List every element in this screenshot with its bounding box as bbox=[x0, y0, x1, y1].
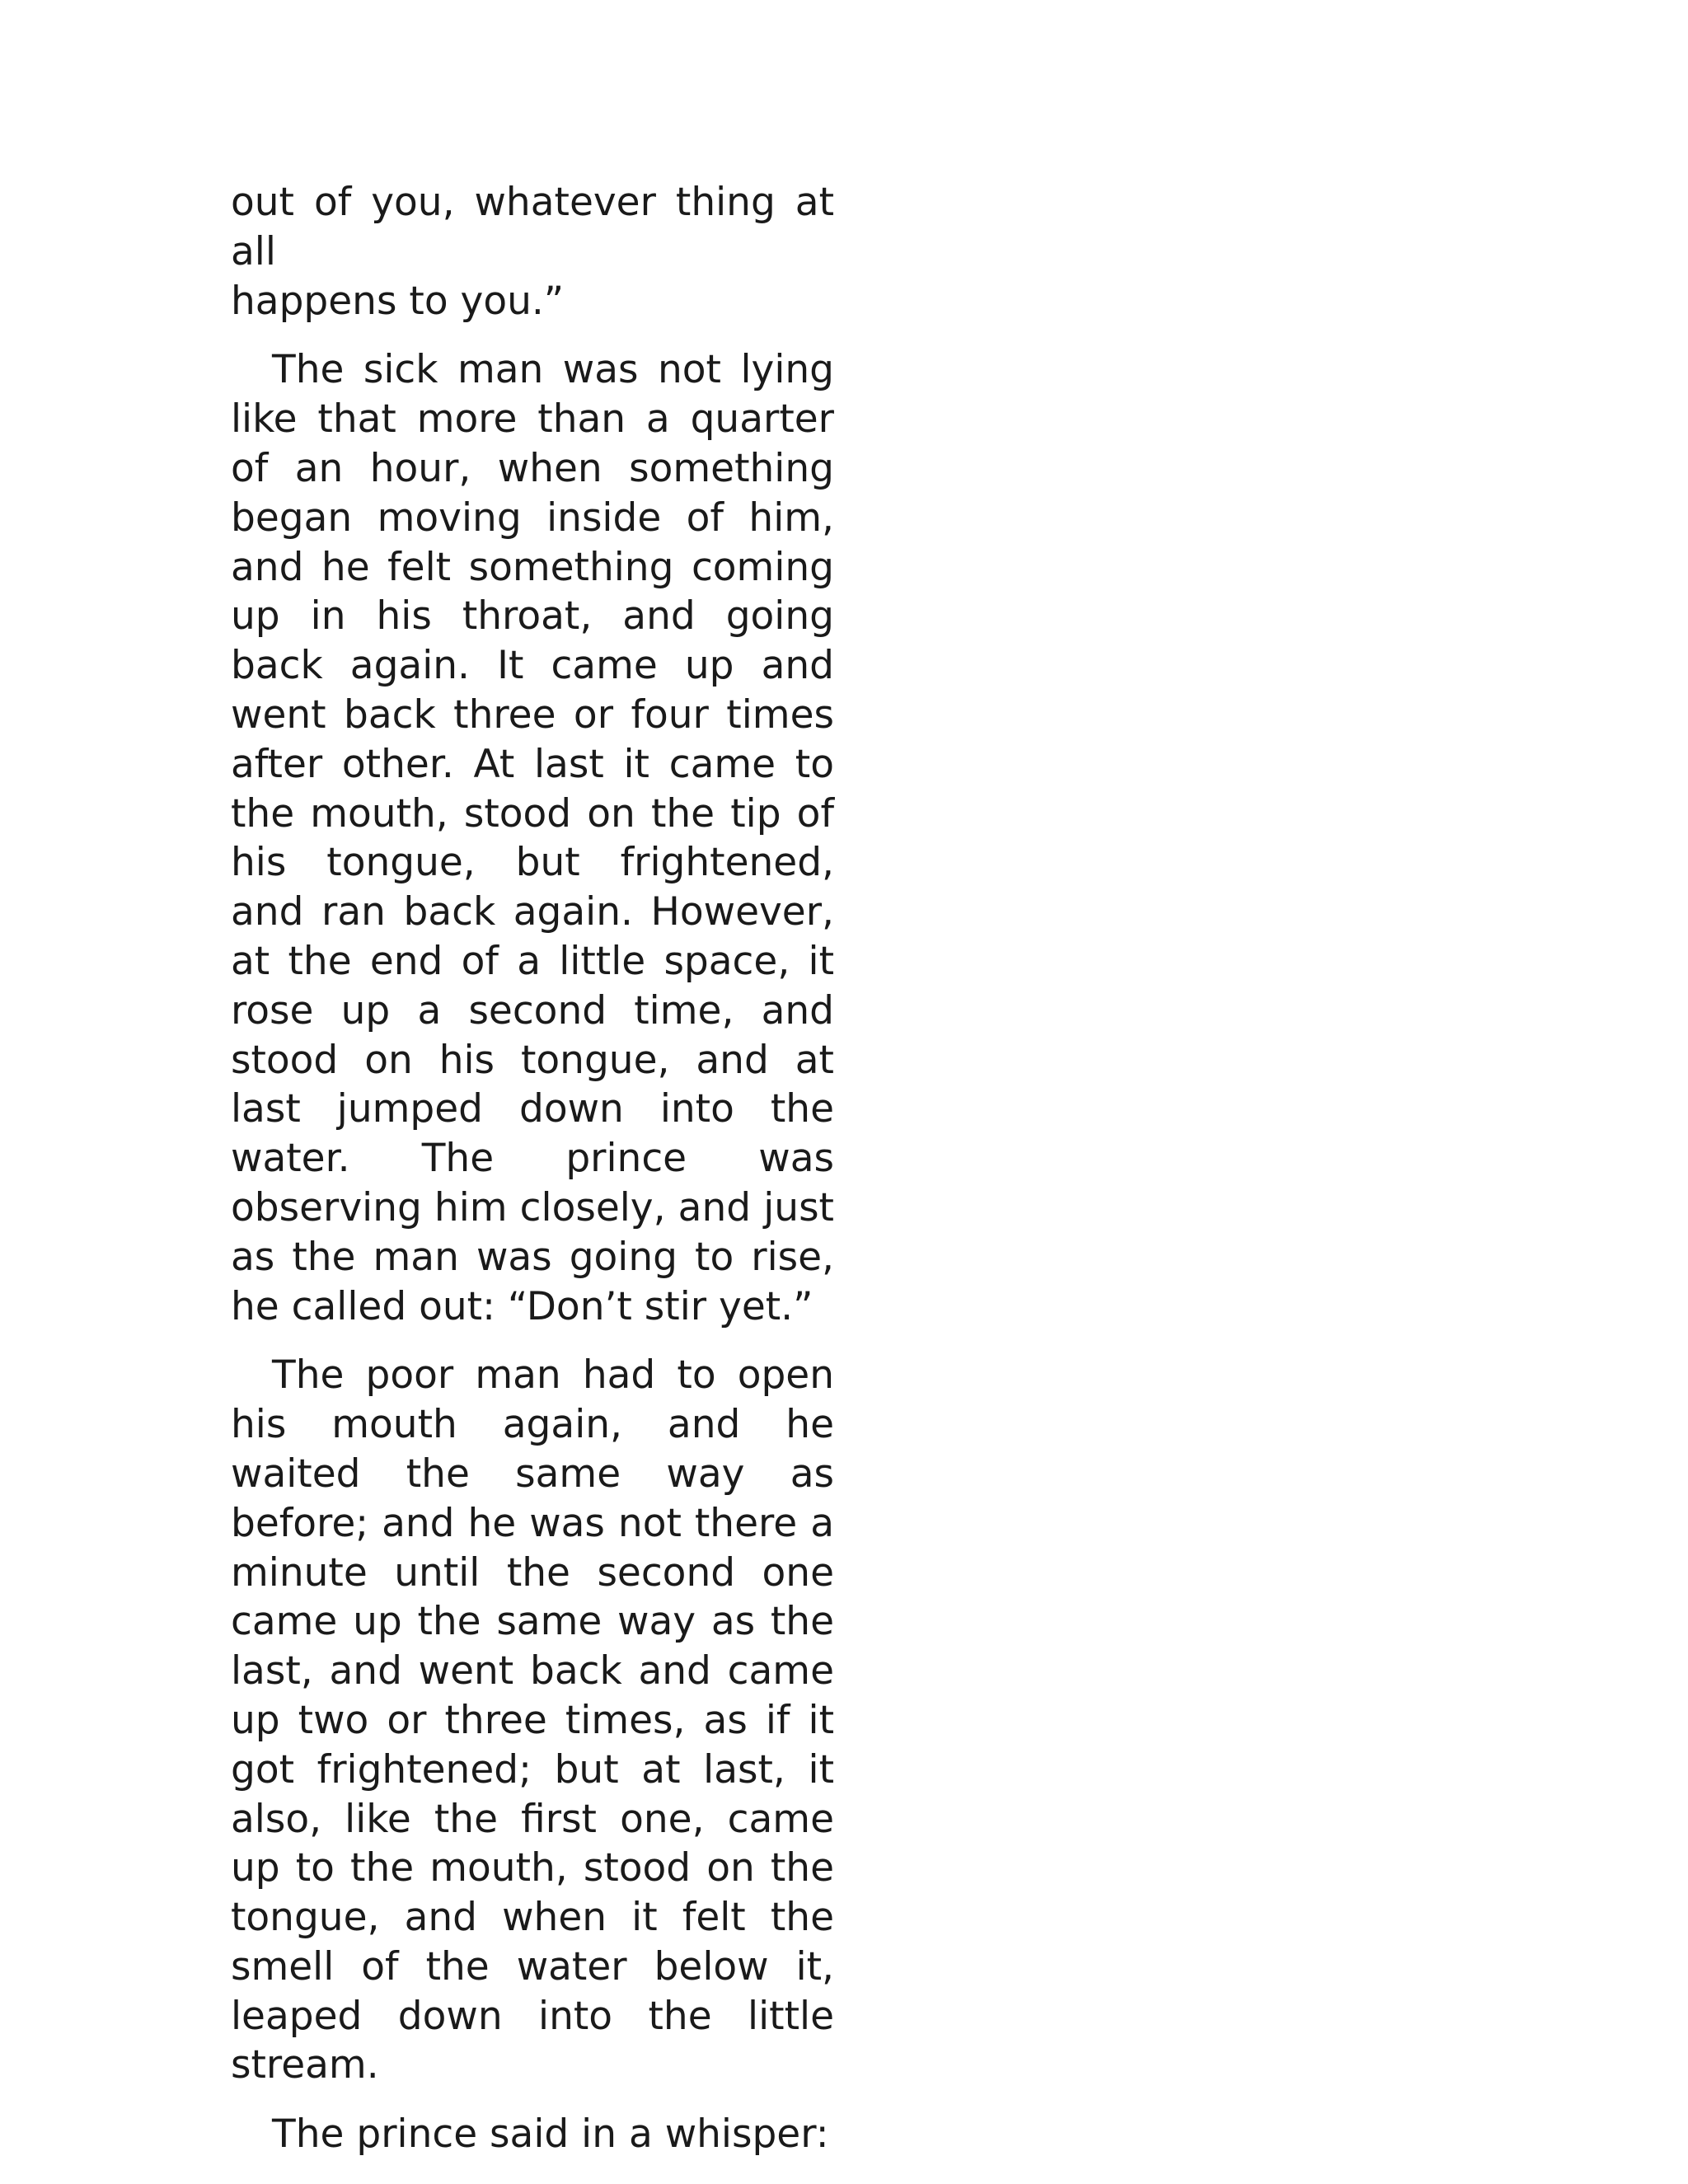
paragraph-2: The sick man was not lying like that more than a quarter of an hour, when something began moving inside of him, and he felt something coming up in his throat, and going back again. It came up and went back three or four times after other. At last it came to the mouth, stood on the tip of his tongue, but frightened, and ran back again. However, at the end of a little space, it rose up a second time, and stood on his tongue, and at last jumped down into the water. The prince was observing him closely, and just as the man was going to rise, he called out: “Don’t stir yet.” bbox=[231, 347, 834, 1329]
reader-viewport[interactable] bbox=[231, 180, 834, 2158]
page-text-column bbox=[231, 178, 834, 2179]
partial-top-line: out of you, whatever thing at all bbox=[231, 180, 834, 274]
paragraph-4: The prince said in a whisper: bbox=[272, 2111, 829, 2158]
paragraph-1-end: happens to you.” bbox=[231, 278, 565, 324]
paragraph-3: The poor man had to open his mouth again, and he waited the same way as before; and he was not there a minute until the second one came up the same way as the last, and went back and came up two or three times, as if it got frightened; but at last, it also, like the first one, came up to the mouth, stood on the tongue, and when it felt the smell of the water below it, leaped down into the little stream. bbox=[231, 1352, 834, 2088]
continued-paragraph bbox=[231, 178, 834, 326]
